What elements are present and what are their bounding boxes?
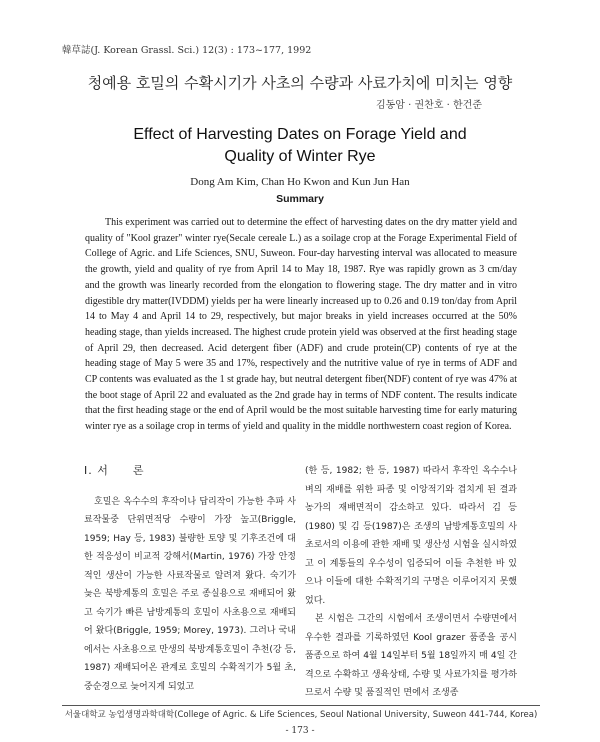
footnote-divider — [62, 705, 540, 706]
english-authors: Dong Am Kim, Chan Ho Kwon and Kun Jun Han — [190, 176, 410, 188]
summary-heading: Summary — [276, 193, 324, 205]
journal-citation: 韓草誌(J. Korean Grassl. Sci.) 12(3) : 173~177, 1992 — [62, 45, 312, 56]
intro-left-column — [84, 462, 296, 696]
korean-title: 청예용 호밀의 수확시기가 사초의 수량과 사료가치에 미치는 영향 — [87, 74, 513, 92]
summary-paragraph: This experiment was carried out to determine the effect of harvesting dates on the dry matter yield and quality of "Kool grazer" winter rye(Secale cereale L.) as a soilage crop at the Forage Experimental Field of College of Agric. and Life Sciences, SNU, Suweon. Four-day harvesting interval was allocated to measure the growth, yield and quality of rye from April 14 to May 18, 1987. Rye was rapidly grown as 3 cm/day and the growth was linearly recorded from the elongation to flowering stage. The dry matter and in vitro digestible dry matter(IVDDM) yields per ha were linearly increased up to 0.26 and 0.19 ton/day from April 14 to May 4 and April 14 to 29, respectively, but major breaks in yield increases occurred at the 50% heading stage, than yields increased. The highest crude protein yield was observed at the first heading stage of April 29, then decreased. Acid detergent fiber (ADF) and crude protein(CP) contents of rye at the heading stage of May 5 were 35 and 17%, respectively and the nutritive value of rye in terms of ADF and CP contents was evaluated as the 1 st grade hay, but neutral detergent fiber(NDF) content of rye was 47% at the boot stage of April 22 and evaluated as the 2nd grade hay in terms of NDF content. The results indicate that the first heading stage or the end of April would be the most suitable harvesting time for early maturing winter rye as a soilage crop in terms of yield and quality in the middle northwestern coast region of Korea. — [85, 217, 517, 433]
intro-paragraph-2: (한 등, 1982; 한 등, 1987) 따라서 후작인 옥수수나 벼의 재배를 위한 파종 및 이앙적기와 겹치게 된 결과 농가의 재배면적이 감소하고 있다. 따라서 김 등(1980) 및 김 등(1987)은 조생의 남방계통호밀의 사초로서의 이용에 관한 재배 및 생산성 시험을 실시하였고 이 계통들의 우수성이 입증되어 이들 추천한 바 있으나 이들에 대한 수확적기의 구명은 이루어지지 못했었다. — [305, 466, 517, 606]
english-title-line2: Quality of Winter Rye — [224, 148, 376, 165]
intro-right-column — [305, 462, 517, 703]
introduction-heading: Ⅰ. 서 론 — [84, 464, 145, 477]
intro-paragraph-3: 본 시험은 그간의 시험에서 조생이면서 수량면에서 우수한 결과를 기록하였던 Kool grazer 품종을 공시 품종으로 하여 4월 14일부터 5월 18일까지 매 4일 간격으로 수확하고 생육상태, 수량 및 사료가치를 평가하므로서 수량 및 품질적인 면에서 조생종 — [305, 614, 517, 698]
korean-authors: 김동암 · 권찬호 · 한건준 — [375, 100, 482, 111]
author-affiliation: 서울대학교 농업생명과학대학(College of Agric. & Life Sciences, Seoul National University, Suweon 441-744, Korea) — [64, 710, 538, 720]
page-number: - 173 - — [285, 726, 315, 736]
english-title — [0, 124, 600, 168]
summary-text — [85, 215, 517, 435]
english-title-line1: Effect of Harvesting Dates on Forage Yield and — [133, 126, 467, 143]
intro-paragraph-1: 호밀은 옥수수의 후작이나 답리작이 가능한 추파 사료작물중 단위면적당 수량이 가장 높고(Briggle, 1959; Hay 등, 1983) 불량한 토양 및 기후조건에 대한 적응성이 비교적 강해서(Martin, 1976) 가장 안정적인 생산이 가능한 사료작물로 알려져 왔다. 숙기가 늦은 북방계통의 호밀은 주로 종실용으로 재배되어 왔고 숙기가 빠른 남방계통의 호밀이 사초용으로 재배되어 왔다(Briggle, 1959; Morey, 1973). 그러나 국내에서는 사초용으로 만생의 북방계통호밀이 추천(강 등, 1987) 재배되어온 관계로 호밀의 수확적기가 5월 초, 중순경으로 늦어지게 되었고 — [84, 496, 296, 692]
